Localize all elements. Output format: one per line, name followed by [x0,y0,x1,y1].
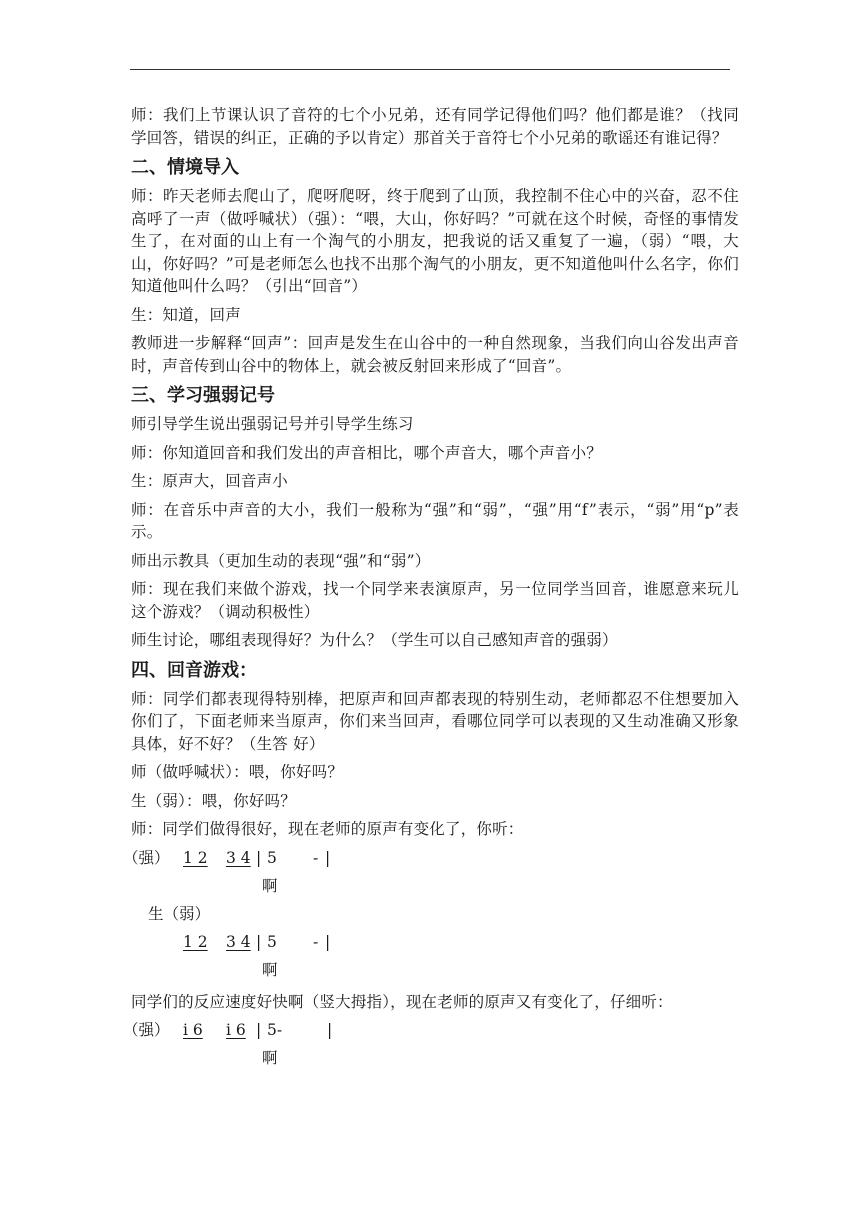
note-group: 3 4 [226,848,251,867]
note: 5 [267,848,277,867]
dynamic-label: （强） [123,1021,170,1039]
section-heading: 二、情境导入 [131,157,239,178]
paragraph: 师：同学们做得很好，现在老师的原声有变化了，你听： [131,820,524,838]
dynamic-label: 生（弱） [148,904,211,923]
paragraph: 师：我们上节课认识了音符的七个小兄弟，还有同学记得他们吗？他们都是谁？（找同学回答，错误的纠正，正确的予以肯定）那首关于音符七个小兄弟的歌谣还有谁记得？ [131,106,739,147]
note: 5 [267,932,277,951]
paragraph: 生（弱）：喂，你好吗？ [131,791,296,810]
score-notes-line [131,931,739,959]
document-body [123,104,739,1075]
dynamic-label: （强） [123,848,170,867]
score-notes-line [123,847,739,875]
paragraph: 生：原声大，回音声小 [131,472,289,490]
lyric: 啊 [262,876,278,895]
note-group: i 6 [226,1021,246,1039]
bar-line: | [256,1021,262,1039]
paragraph: 师：你知道回音和我们发出的声音相比，哪个声音大，哪个声音小？ [131,443,603,462]
bar-line: | [325,932,331,951]
score-lyric-line [131,959,739,987]
score-notes-line [123,1019,739,1047]
bar-line: | [256,848,262,867]
paragraph: 教师进一步解释“回声”：回声是发生在山谷中的一种自然现象，当我们向山谷发出声音时，声音传到山谷中的物体上，就会被反射回来形成了“回音”。 [131,334,739,375]
score-lyric-line [131,1047,739,1075]
paragraph: 师引导学生说出强弱记号并引导学生练习 [131,415,414,433]
paragraph: 师：昨天老师去爬山了，爬呀爬呀，终于爬到了山顶，我控制不住心中的兴奋，忍不住高呼了一声（做呼喊状）（强）：“喂，大山，你好吗？”可就在这个时候，奇怪的事情发生了，在对面的山上有一个淘气的小朋友，把我说的话又重复了一遍，（弱）“喂，大山，你好吗？”可是老师怎么也找不出那个淘气的小朋友，更不知道他叫什么名字，你们知道他叫什么吗？（引出“回音”） [131,187,739,295]
paragraph: 师出示教具（更加生动的表现“强”和“弱”） [131,551,431,570]
note: 5- [267,1021,283,1039]
header-rule [130,69,730,70]
paragraph: 生：知道，回声 [131,305,241,324]
bar-line: | [327,1021,333,1039]
paragraph: 师（做呼喊状）：喂，你好吗？ [131,763,344,781]
lyric: 啊 [262,960,278,979]
score-label-line [131,903,739,931]
note-group: i 6 [183,1021,203,1039]
section-heading: 四、回音游戏： [131,659,257,681]
lyric: 啊 [262,1049,278,1067]
note-group: 1 2 [183,932,208,951]
paragraph: 师：在音乐中声音的大小，我们一般称为“强”和“弱”，“强”用“f”表示，“弱”用“p”表示。 [131,500,739,541]
paragraph: 同学们的反应速度好快啊（竖大拇指），现在老师的原声又有变化了，仔细听： [131,992,673,1011]
dash: - [313,848,319,867]
note-group: 3 4 [226,932,251,951]
paragraph: 师生讨论，哪组表现得好？为什么？（学生可以自己感知声音的强弱） [131,631,618,649]
score-lyric-line [131,875,739,903]
bar-line: | [325,848,331,867]
paragraph: 师：现在我们来做个游戏，找一个同学来表演原声，另一位同学当回音，谁愿意来玩儿这个游戏？（调动积极性） [131,580,739,621]
dash: - [313,932,319,951]
section-heading: 三、学习强弱记号 [131,385,275,406]
paragraph: 师：同学们都表现得特别棒，把原声和回声都表现的特别生动，老师都忍不住想要加入你们了，下面老师来当原声，你们来当回声，看哪位同学可以表现的又生动准确又形象具体，好不好？（生答 好） [131,689,739,753]
note-group: 1 2 [183,848,208,867]
bar-line: | [256,932,262,951]
